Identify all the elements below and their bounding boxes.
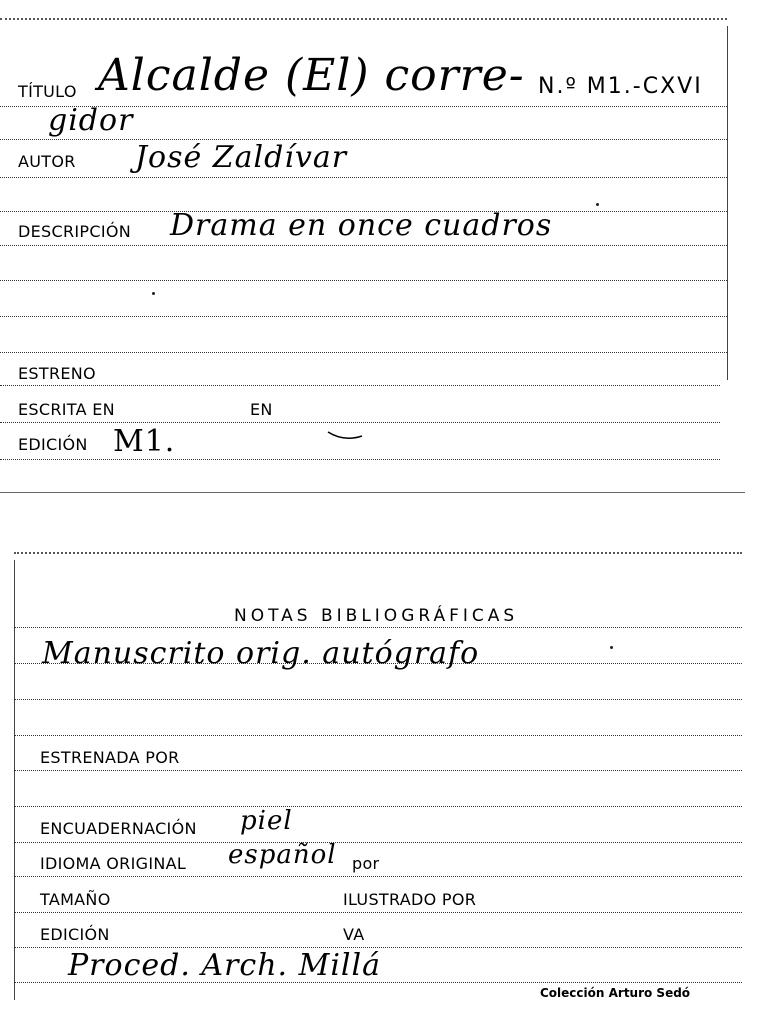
escrita-en-label: ESCRITA EN [18,400,115,419]
descripcion-label: DESCRIPCIÓN [18,222,131,241]
edicion-label: EDICIÓN [18,435,88,454]
rule-line [0,139,727,140]
rule-line [14,735,742,736]
rule-line [0,459,720,460]
encuadernacion-label: ENCUADERNACIÓN [40,819,197,838]
catalog-card-back [14,560,743,1000]
card-top-edge [14,552,742,554]
por-label: por [352,854,380,873]
rule-line [14,627,742,628]
card-separator [0,492,745,493]
rule-line [0,245,727,246]
notas-heading: NOTAS BIBLIOGRÁFICAS [234,606,519,626]
edicion-label-bottom: EDICIÓN [40,925,110,944]
titulo-continuation: gidor [48,103,134,138]
autor-value: José Zaldívar [135,140,348,175]
rule-line [14,842,742,843]
ilustrado-por-label: ILUSTRADO POR [343,890,477,909]
idioma-value: español [228,840,337,870]
estrenada-por-label: ESTRENADA POR [40,748,180,767]
rule-line [0,316,727,317]
tamano-label: TAMAÑO [40,890,111,909]
edicion-value: M1. [113,424,176,459]
card-top-edge [0,18,727,20]
rule-line [0,422,720,423]
ink-stroke [326,428,366,442]
rule-line [14,770,742,771]
rule-line [0,280,727,281]
rule-line [0,385,720,386]
autor-label: AUTOR [18,152,76,171]
ink-spot [596,203,599,206]
rule-line [14,806,742,807]
idioma-label: IDIOMA ORIGINAL [40,854,187,873]
va-label: VA [343,925,365,944]
procedencia-value: Proced. Arch. Millá [68,948,382,983]
collection-credit: Colección Arturo Sedó [540,986,691,1000]
rule-line [14,699,742,700]
titulo-label: TÍTULO [18,82,77,101]
notas-value: Manuscrito orig. autógrafo [42,636,480,671]
rule-line [14,876,742,877]
rule-line [14,912,742,913]
ink-spot [152,292,155,295]
rule-line [0,177,727,178]
descripcion-value: Drama en once cuadros [170,208,553,243]
ink-spot [610,646,613,649]
estreno-label: ESTRENO [18,364,96,383]
numero-value: N.º M1.-CXVI [538,74,703,99]
rule-line [0,352,727,353]
titulo-value: Alcalde (El) corre- [98,50,525,101]
encuadernacion-value: piel [240,806,293,836]
en-label: EN [250,400,273,419]
